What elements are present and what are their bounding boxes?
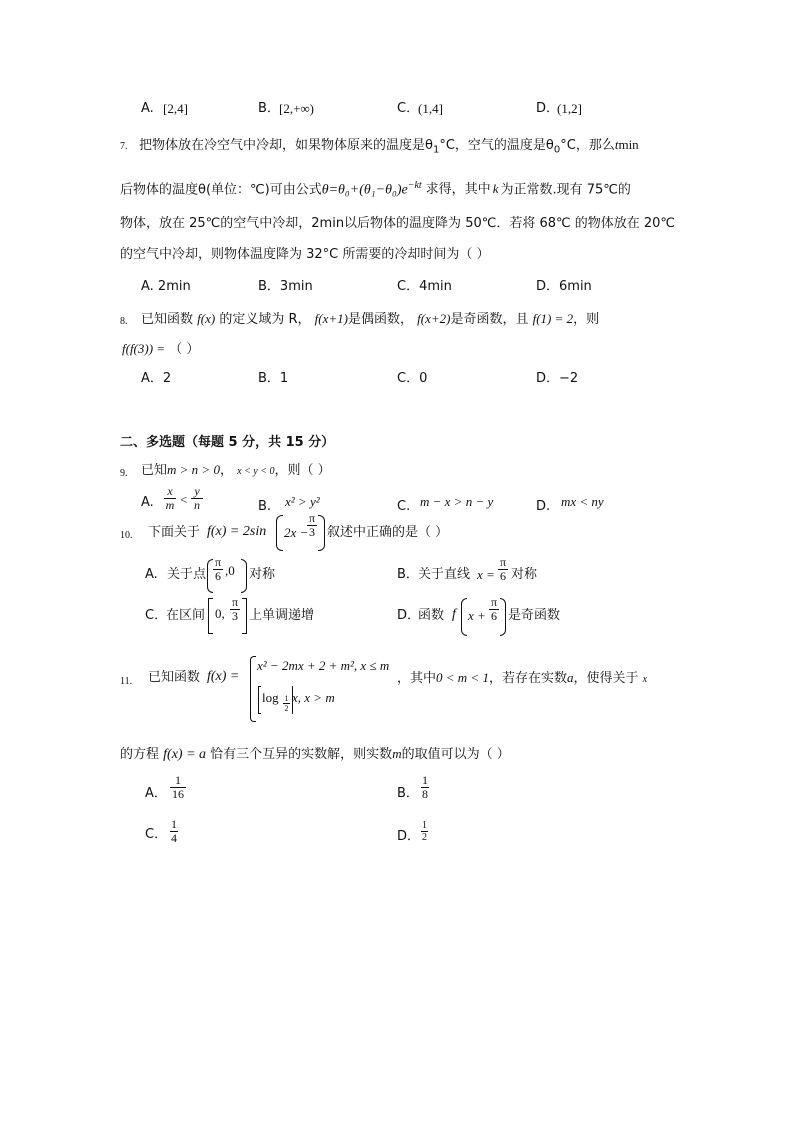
q10-c-3: 3 — [232, 609, 238, 623]
q10-option-d-suffix: 是奇函数 — [508, 608, 561, 623]
q8-f1: f(x) — [197, 311, 216, 326]
q10-b-6: 6 — [500, 569, 506, 583]
q9-option-a-label: A. — [141, 495, 154, 510]
q9-number: 9. — [120, 468, 128, 479]
q8-line1 — [141, 311, 599, 328]
q8-line1-d: 是奇函数，且 — [450, 312, 529, 327]
q10-option-b-suffix: 对称 — [511, 567, 538, 582]
q10-option-a-frac — [212, 556, 224, 583]
q11-text-b: ，其中 — [397, 671, 437, 686]
q11-text-c: ，若存在实数 — [488, 671, 567, 686]
q7-line1 — [139, 137, 639, 159]
q11-eq: f(x) = a — [163, 747, 207, 762]
q7-line1-a: 把物体放在冷空气中冷却，如果物体原来的温度是θ — [139, 138, 433, 153]
q9-option-a-frac2 — [190, 485, 204, 512]
q10-b-pi: π — [499, 555, 507, 569]
piecewise-brace — [250, 656, 256, 722]
q11-option-c-label: C． — [145, 827, 168, 842]
q7-option-d: D．6min — [536, 279, 592, 294]
q11-case2-rest: x, x > m — [292, 690, 335, 705]
q11-option-b-frac — [420, 774, 430, 801]
q11-line2-a: 的方程 — [120, 747, 160, 762]
q9-cond2: x < y < 0 — [237, 466, 275, 477]
q6-option-c-value: (1,4] — [418, 101, 443, 116]
q10-option-a-zero: ,0 — [225, 563, 235, 578]
q8-option-b: B．1 — [258, 371, 289, 386]
q7-line1-d: min — [618, 137, 639, 152]
q7-sub0: 0 — [553, 144, 561, 156]
q7-option-c: C．4min — [397, 279, 452, 294]
q11-option-a-label: A． — [145, 786, 167, 801]
q7-number: 7. — [120, 141, 128, 152]
q8-option-c: C．0 — [397, 371, 428, 386]
q6-option-a-label: A. — [141, 101, 154, 116]
q11-d-num: 1 — [422, 820, 427, 831]
q10-inner: 2x − — [284, 525, 309, 540]
q10-option-c-frac — [229, 596, 241, 623]
q10-option-b-frac — [497, 556, 509, 583]
q11-option-a-frac — [169, 774, 187, 801]
q11-base-den: 2 — [284, 704, 289, 713]
q7-line3: 物体，放在 25℃的空气中冷却，2min以后物体的温度降为 50℃．若将 68℃ 的物体放在 20℃ — [120, 216, 676, 231]
q7-line2-a: 后物体的温度θ(单位：℃)可由公式 — [120, 182, 322, 198]
q9-frac2-den: n — [194, 498, 200, 512]
q6-option-c-label: C． — [397, 101, 420, 116]
q7-formula-exp: −kt — [407, 180, 422, 191]
q9-cond1: m > n > 0 — [167, 462, 220, 477]
q10-option-d-label: D． — [397, 608, 421, 623]
q10-three: 3 — [309, 525, 315, 539]
right-paren — [500, 598, 506, 636]
q8-f3: f(x+2) — [417, 311, 451, 326]
q11-text-a: 已知函数 — [148, 670, 201, 685]
q8-number: 8. — [120, 316, 128, 327]
q9-line1 — [141, 462, 331, 480]
left-bracket — [208, 598, 213, 634]
q10-option-b-label: B． — [397, 567, 419, 582]
q11-case1: x² − 2mx + 2 + m², x ≤ m — [257, 658, 390, 673]
q10-option-d-text: 函数 — [418, 608, 445, 623]
left-paren — [461, 598, 467, 636]
q11-log-base — [282, 694, 291, 713]
q10-option-b-text: 关于直线 — [418, 567, 471, 582]
q10-text-a: 下面关于 — [148, 525, 201, 540]
q8-ff3: f(f(3)) = — [122, 341, 166, 356]
q11-log: log — [262, 690, 279, 705]
right-paren — [241, 559, 247, 593]
q11-option-c-frac — [169, 818, 179, 845]
q10-text-b: 叙述中正确的是（ ） — [327, 525, 449, 540]
q7-option-a: A. 2min — [141, 279, 191, 294]
left-paren — [276, 515, 283, 551]
q10-option-a-label: A. — [145, 567, 158, 582]
q10-option-b-x: x = — [477, 567, 495, 582]
q6-option-d-value: (1,2] — [557, 101, 582, 116]
q9-frac1-num: x — [167, 484, 173, 498]
q8-option-d: D．−2 — [536, 371, 579, 386]
q9-option-a-frac1 — [163, 485, 177, 512]
q10-d-6: 6 — [491, 609, 497, 623]
q8-line1-e: ，则 — [573, 312, 600, 327]
q10-a-6: 6 — [215, 569, 221, 583]
q10-option-c-suffix: 上单调递增 — [249, 608, 315, 623]
q11-text-d: ，使得关于 — [573, 671, 639, 686]
q10-number: 10. — [120, 530, 133, 541]
q10-a-pi: π — [214, 555, 222, 569]
q11-b-num: 1 — [422, 773, 428, 787]
q10-option-a-text: 关于点 — [167, 567, 207, 582]
q9-option-c-value: m − x > n − y — [420, 494, 494, 509]
q11-cond: 0 < m < 1 — [436, 670, 489, 685]
q8-option-a: A．2 — [141, 371, 172, 386]
q8-line1-a: 已知函数 — [141, 312, 194, 327]
q10-option-d-frac — [488, 596, 500, 623]
q10-option-d-f: f — [452, 607, 456, 622]
q6-option-b-value: [2,+∞) — [279, 101, 315, 116]
section-title: 二、多选题（每题 5 分，共 15 分） — [120, 435, 335, 450]
q11-line1-rest — [397, 670, 647, 688]
q8-line2 — [122, 341, 199, 358]
q11-c-den: 4 — [171, 831, 177, 845]
q9-text-a: 已知 — [141, 463, 168, 478]
q10-option-a-suffix: 对称 — [249, 567, 276, 582]
q11-b-den: 8 — [422, 787, 428, 801]
q7-line2 — [120, 178, 631, 198]
q7-line2-b: 求得，其中 — [425, 182, 491, 198]
q11-func: f(x) = — [207, 669, 240, 684]
q6-option-b-label: B． — [258, 101, 280, 116]
q11-line2 — [120, 746, 510, 763]
q10-pi: π — [308, 511, 316, 525]
q8-line1-b: 的定义域为 R， — [219, 312, 311, 327]
q7-line1-b: °C，空气的温度是θ — [439, 138, 554, 153]
q6-option-d-label: D． — [536, 101, 560, 116]
q8-f4: f(1) = 2 — [532, 311, 574, 326]
q7-sub1: 1 — [432, 144, 440, 156]
q11-a-den: 16 — [172, 787, 184, 801]
q9-text-b: ，则（ ） — [274, 463, 331, 478]
q9-option-c-label: C. — [397, 499, 411, 514]
q7-line2-c: 为正常数.现有 75℃的 — [500, 182, 631, 198]
q11-a-num: 1 — [175, 773, 181, 787]
q10-option-c-text: 在区间 — [166, 608, 206, 623]
q11-option-d-frac — [420, 820, 429, 843]
q9-frac2-num: y — [194, 484, 200, 498]
q10-option-c-label: C． — [145, 608, 168, 623]
q11-d-den: 2 — [422, 832, 427, 843]
q9-frac1-den: m — [165, 498, 175, 512]
q10-option-d-x: x + — [468, 608, 486, 623]
q9-option-a-lt: < — [180, 492, 188, 507]
q9-sep: ， — [219, 463, 233, 478]
q11-base-num: 1 — [284, 694, 289, 703]
q11-m: m — [392, 746, 402, 761]
q10-option-c-zero: 0, — [215, 606, 225, 621]
q9-option-b-label: B. — [258, 499, 272, 514]
q10-d-pi: π — [490, 595, 498, 609]
q11-line2-c: 的取值可以为（ ） — [401, 747, 510, 762]
q10-func: f(x) = 2sin — [207, 524, 267, 539]
q9-option-b-value: x² > y² — [285, 494, 320, 509]
q11-x: x — [642, 674, 648, 685]
q11-number: 11. — [120, 676, 133, 687]
q6-option-a-value: [2,4] — [163, 101, 188, 116]
right-bracket — [242, 598, 247, 634]
right-paren — [318, 515, 325, 551]
q8-line2-b: （ ） — [169, 342, 200, 357]
q11-c-num: 1 — [171, 817, 177, 831]
abs-bar-left — [258, 686, 261, 714]
q8-line1-c: 是偶函数， — [347, 312, 413, 327]
q7-line1-c: °C，那么 — [560, 138, 615, 153]
q7-formula: θ=θ₀+(θ₁−θ₀)e — [321, 182, 408, 198]
q11-option-b-label: B． — [397, 786, 419, 801]
q9-option-d-label: D. — [536, 499, 551, 514]
q7-k: k — [492, 181, 499, 197]
q9-option-d-value: mx < ny — [561, 494, 604, 509]
q7-line4: 的空气中冷却，则物体温度降为 32°C 所需要的冷却时间为（ ） — [120, 247, 490, 262]
q11-line2-b: 恰有三个互异的实数解，则实数 — [210, 747, 393, 762]
q10-pi-over-3 — [306, 512, 318, 539]
q10-c-pi: π — [231, 595, 239, 609]
q7-t: t — [614, 137, 619, 152]
q7-option-b: B．3min — [258, 279, 313, 294]
q11-option-d-label: D． — [397, 829, 421, 844]
q11-a: a — [566, 670, 574, 685]
q8-f2: f(x+1) — [314, 311, 348, 326]
